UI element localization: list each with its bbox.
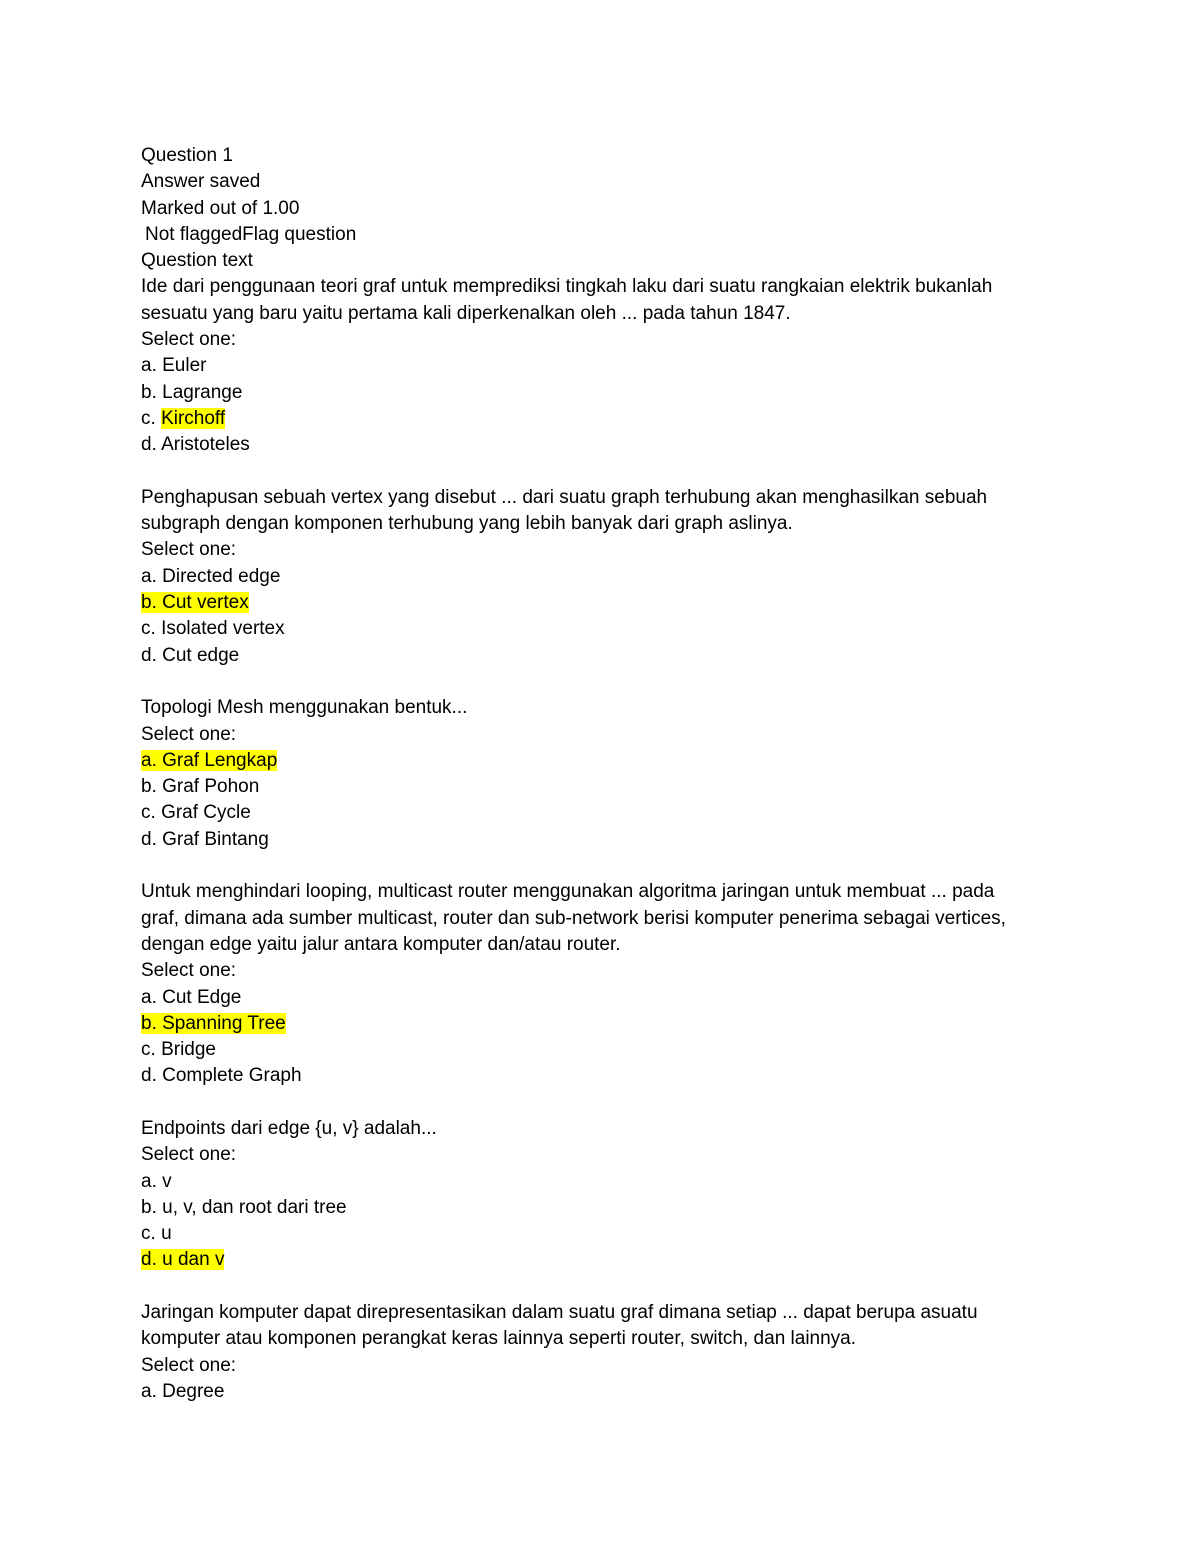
highlighted-option-text: Kirchoff — [161, 407, 226, 429]
option-prefix: c. — [141, 1039, 162, 1061]
select-one-label: Select one: — [141, 723, 237, 745]
option-text: v — [162, 1170, 172, 1192]
option-text: Graf Cycle — [161, 802, 251, 824]
question-text-line: sesuatu yang baru yaitu pertama kali diperkenalkan oleh ... pada tahun 1847. — [141, 302, 791, 324]
option-text: u — [161, 1223, 172, 1245]
option-text: Isolated vertex — [161, 618, 285, 640]
highlighted-option-text: Spanning Tree — [162, 1012, 286, 1034]
option-prefix: a. — [141, 565, 163, 587]
question-block — [141, 1300, 1081, 1405]
option-text: Lagrange — [162, 381, 243, 403]
option-prefix: d. — [141, 828, 163, 850]
answer-option — [141, 643, 1081, 669]
answer-option — [141, 774, 1081, 800]
option-prefix: a. — [141, 1170, 163, 1192]
option-text: Complete Graph — [162, 1065, 302, 1087]
option-text: Euler — [162, 355, 207, 377]
question-text-line: Endpoints dari edge {u, v} adalah... — [141, 1117, 437, 1139]
option-prefix: d. — [141, 644, 163, 666]
answer-option — [141, 616, 1081, 642]
highlighted-option-text: Cut vertex — [162, 592, 249, 614]
option-prefix: c. — [141, 407, 162, 429]
select-one-label: Select one: — [141, 960, 237, 982]
option-prefix: c. — [141, 1223, 162, 1245]
marks-info: Marked out of 1.00 — [141, 197, 300, 219]
answer-option — [141, 1169, 1081, 1195]
question-text-line: Untuk menghindari looping, multicast router menggunakan algoritma jaringan untuk membuat ... pada — [141, 881, 995, 903]
answer-option-highlighted — [141, 1011, 1081, 1037]
answer-option — [141, 380, 1081, 406]
select-one-label: Select one: — [141, 1354, 237, 1376]
question-text-line: komputer atau komponen perangkat keras lainnya seperti router, switch, dan lainnya. — [141, 1328, 857, 1350]
option-text: Bridge — [161, 1039, 216, 1061]
answer-option-highlighted — [141, 1247, 1081, 1273]
question-block — [141, 485, 1081, 669]
answer-status: Answer saved — [141, 171, 261, 193]
option-text: Graf Pohon — [162, 776, 260, 798]
option-text: u, v, dan root dari tree — [162, 1196, 347, 1218]
paragraph-gap — [141, 459, 1081, 485]
question-block — [141, 879, 1081, 1089]
highlighted-option-text: Graf Lengkap — [162, 749, 278, 771]
option-prefix: b. — [141, 1196, 163, 1218]
paragraph-gap — [141, 1090, 1081, 1116]
answer-option — [141, 1221, 1081, 1247]
option-prefix: a. — [141, 1380, 163, 1402]
option-prefix: c. — [141, 802, 162, 824]
answer-option — [141, 985, 1081, 1011]
option-text: Directed edge — [162, 565, 281, 587]
answer-option — [141, 1037, 1081, 1063]
question-block — [141, 695, 1081, 853]
option-text: Cut Edge — [162, 986, 242, 1008]
question-text-line: dengan edge yaitu jalur antara komputer dan/atau router. — [141, 933, 621, 955]
select-one-label: Select one: — [141, 1144, 237, 1166]
option-prefix: d. — [141, 1065, 163, 1087]
answer-option — [141, 1195, 1081, 1221]
paragraph-gap — [141, 1274, 1081, 1300]
option-prefix: d. — [141, 434, 162, 456]
select-one-label: Select one: — [141, 539, 237, 561]
question-block — [141, 274, 1081, 458]
option-text: Graf Bintang — [162, 828, 269, 850]
select-one-label: Select one: — [141, 329, 237, 351]
question-number: Question 1 — [141, 145, 233, 166]
flag-question-link: Not flaggedFlag question — [145, 223, 357, 245]
option-prefix: b. — [141, 381, 163, 403]
question-text-line: Penghapusan sebuah vertex yang disebut ... dari suatu graph terhubung akan menghasilkan sebuah — [141, 486, 988, 508]
highlighted-option-text: u dan v — [162, 1249, 225, 1271]
option-prefix: b. — [141, 776, 163, 798]
option-prefix: a. — [141, 355, 163, 377]
question-text-label: Question text — [141, 250, 253, 272]
option-prefix: b. — [141, 592, 163, 614]
answer-option — [141, 1063, 1081, 1089]
answer-option — [141, 432, 1081, 458]
question-text-line: Topologi Mesh menggunakan bentuk... — [141, 697, 468, 719]
answer-option — [141, 353, 1081, 379]
answer-option-highlighted — [141, 406, 1081, 432]
question-text-line: Jaringan komputer dapat direpresentasikan dalam suatu graf dimana setiap ... dapat berupa asuatu — [141, 1302, 978, 1324]
answer-option-highlighted — [141, 590, 1081, 616]
question-text-line: Ide dari penggunaan teori graf untuk memprediksi tingkah laku dari suatu rangkaian elektrik bukanlah — [141, 276, 993, 298]
option-prefix: a. — [141, 986, 163, 1008]
answer-option — [141, 800, 1081, 826]
question-text-line: graf, dimana ada sumber multicast, router dan sub-network berisi komputer penerima sebagai vertices, — [141, 907, 1006, 929]
option-prefix: d. — [141, 1249, 163, 1271]
paragraph-gap — [141, 853, 1081, 879]
option-text: Degree — [162, 1380, 225, 1402]
document-page — [141, 143, 1081, 1405]
option-prefix: a. — [141, 749, 163, 771]
option-text: Aristoteles — [161, 434, 250, 456]
answer-option — [141, 1379, 1081, 1405]
option-text: Cut edge — [162, 644, 240, 666]
question-text-line: subgraph dengan komponen terhubung yang lebih banyak dari graph aslinya. — [141, 513, 793, 535]
paragraph-gap — [141, 669, 1081, 695]
question-block — [141, 1116, 1081, 1274]
answer-option-highlighted — [141, 748, 1081, 774]
option-prefix: b. — [141, 1012, 163, 1034]
answer-option — [141, 827, 1081, 853]
answer-option — [141, 564, 1081, 590]
option-prefix: c. — [141, 618, 162, 640]
